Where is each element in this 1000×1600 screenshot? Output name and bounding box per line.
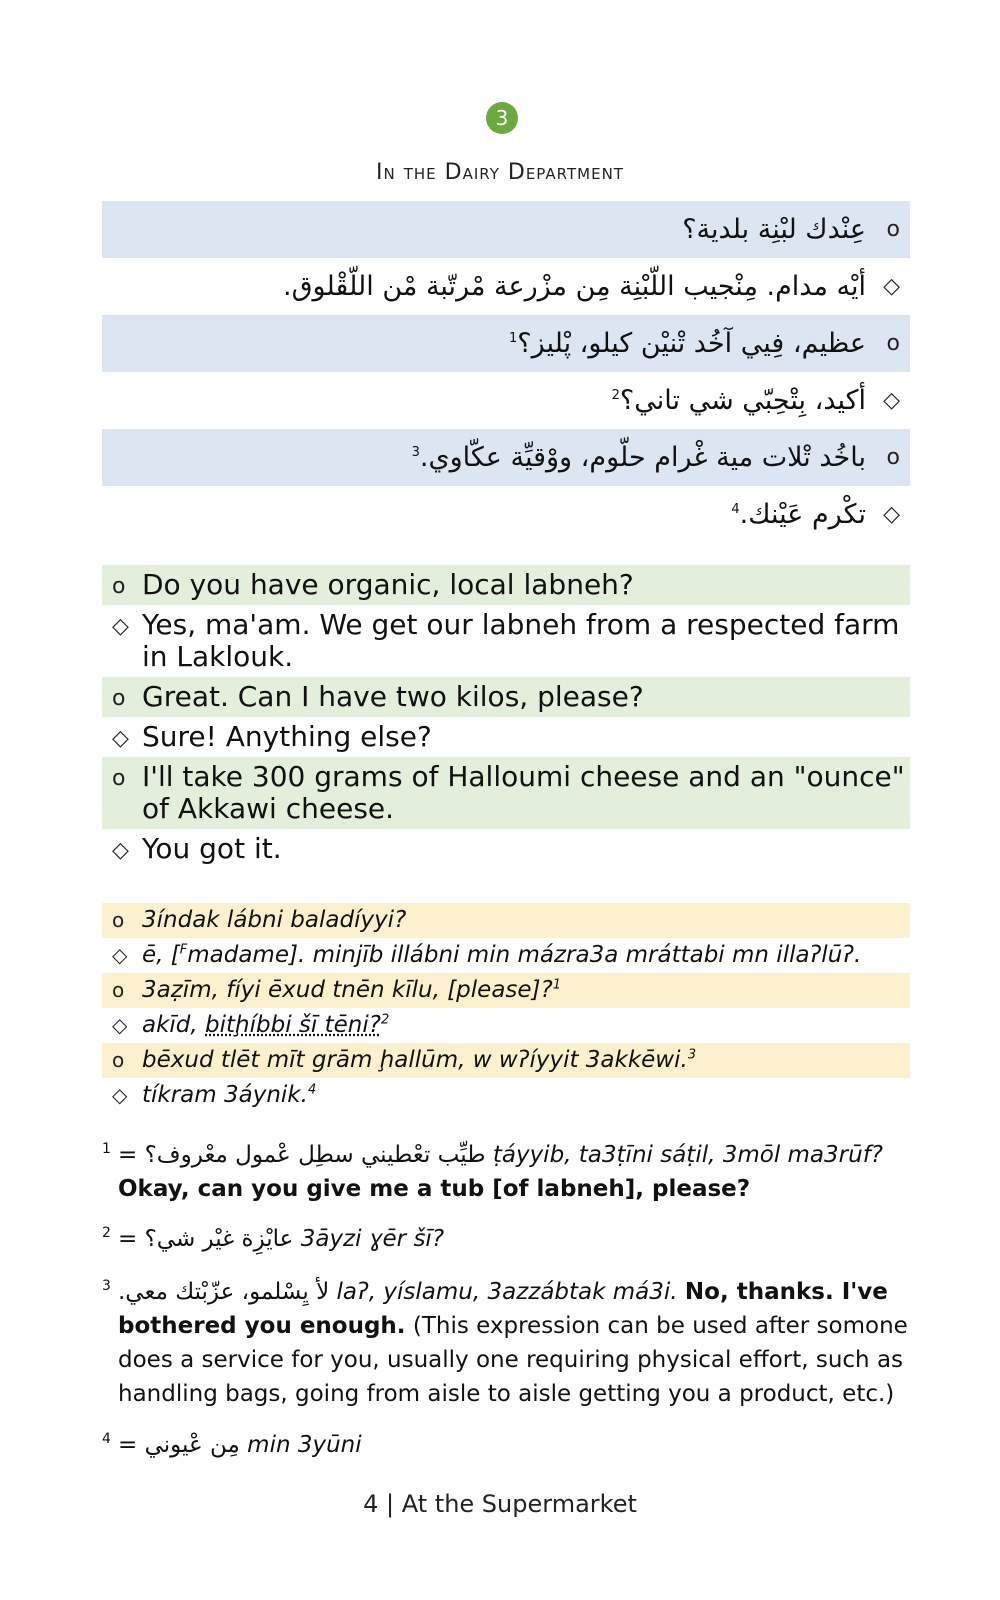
footnote-ref: 4	[307, 1082, 317, 1098]
speaker-a-marker: o	[886, 445, 900, 470]
speaker-b-marker: ◇	[112, 726, 129, 751]
footnote-equals: =	[118, 1142, 145, 1168]
translit-line-text: tíkram 3áynik.	[142, 1082, 308, 1108]
arabic-line	[102, 486, 910, 543]
translit-line-text: 3índak lábni baladíyyi?	[142, 907, 407, 933]
section-title: In the Dairy Department	[376, 160, 624, 185]
translit-line	[102, 1078, 910, 1113]
english-line	[102, 757, 910, 829]
arabic-dialogue	[102, 201, 910, 543]
arabic-line	[102, 315, 910, 372]
footnote-translation: No, thanks. I've bothered you enough.	[118, 1279, 888, 1339]
footnote-note: (This expression can be used after somone does a service for you, usually one requiring physical effort, such as handling bags, going from aisle to aisle getting you a product, etc.)	[118, 1313, 908, 1407]
english-line	[102, 829, 910, 869]
speaker-a-marker: o	[112, 574, 126, 599]
footnote-ref: 1	[508, 331, 518, 346]
footnote-arabic: لأ يِسْلمو، عزّبْتك معي.	[118, 1279, 330, 1305]
translit-line	[102, 1043, 910, 1078]
english-line-text: Do you have organic, local labneh?	[142, 568, 634, 601]
footnote-ref: 1	[552, 977, 562, 993]
translit-line	[102, 973, 910, 1008]
speaker-a-marker: o	[112, 978, 125, 1002]
footnote-ref: 4	[731, 502, 740, 517]
footnote-1	[102, 1138, 910, 1206]
footnote-equals: =	[118, 1226, 145, 1252]
english-line	[102, 605, 910, 677]
section-number-badge: 3	[486, 102, 518, 134]
english-line-text: Sure! Anything else?	[142, 720, 432, 753]
chapter-title: At the Supermarket	[401, 1490, 637, 1518]
footnote-translation: Okay, can you give me a tub [of labneh], please?	[118, 1176, 751, 1202]
footnote-number: 2	[102, 1225, 111, 1241]
arabic-line-text: عظيم، فِيي آخُد تْنيْن كيلو، پْليز؟	[517, 328, 866, 359]
speaker-a-marker: o	[112, 908, 125, 932]
translit-line	[102, 903, 910, 938]
footnote-ref: 3	[687, 1047, 697, 1063]
speaker-b-marker: ◇	[112, 1083, 128, 1107]
footnote-translit: min 3yūni	[247, 1432, 362, 1458]
english-line	[102, 677, 910, 717]
speaker-a-marker: o	[112, 1048, 125, 1072]
footnote-3	[102, 1275, 910, 1411]
footnote-translit: ṭáyyib, ta3ṭīni sáṭil, 3mōl ma3rūf?	[492, 1142, 884, 1168]
arabic-line-text: أيْه مدام. مِنْجيب اللّبْنِة مِن مزْرعة مْرتّبة مْن اللّقْلوق.	[283, 271, 866, 302]
footnote-translit: 3āyzi ɣēr šī?	[300, 1226, 445, 1252]
translit-line-text: madame]. minjīb illábni min mázra3a mráttabi mn illaʔlūʔ.	[187, 942, 862, 968]
translit-line-text: akīd,	[142, 1012, 206, 1038]
french-marker: F	[179, 942, 188, 958]
arabic-line	[102, 201, 910, 258]
speaker-b-marker: ◇	[883, 502, 900, 527]
english-line-text: Great. Can I have two kilos, please?	[142, 680, 644, 713]
english-line	[102, 565, 910, 605]
footnote-arabic: عايْزِة غيْر شي؟	[144, 1226, 294, 1252]
footnote-ref: 2	[380, 1012, 390, 1028]
transliteration-dialogue	[102, 903, 910, 1113]
translit-line	[102, 1008, 910, 1043]
footnote-equals: =	[118, 1432, 145, 1458]
footnote-4	[102, 1428, 910, 1462]
arabic-line	[102, 372, 910, 429]
arabic-line	[102, 258, 910, 315]
footnote-number: 3	[102, 1278, 111, 1294]
speaker-b-marker: ◇	[883, 388, 900, 413]
page-footer	[0, 1490, 1000, 1518]
footnote-number: 4	[102, 1431, 111, 1447]
footer-separator: |	[378, 1490, 402, 1518]
footnote-number: 1	[102, 1141, 111, 1157]
translit-line-text: bēxud tlēt mīt grām ḩallūm, w wʔíyyit 3akkēwi.	[142, 1047, 688, 1073]
footnote-2	[102, 1222, 910, 1256]
footnote-arabic: مِن عْيوني	[144, 1432, 240, 1458]
translit-line	[102, 938, 910, 973]
footnote-translit: laʔ, yíslamu, 3azzábtak má3i.	[336, 1279, 678, 1305]
english-dialogue	[102, 565, 910, 869]
footnote-arabic: طيِّب تعْطيني سطِل عْمول معْروف؟	[144, 1142, 486, 1168]
english-line	[102, 717, 910, 757]
speaker-a-marker: o	[112, 686, 126, 711]
footnote-ref: 3	[411, 445, 420, 460]
footnote-ref: 2	[611, 388, 620, 403]
speaker-b-marker: ◇	[112, 943, 128, 967]
arabic-line-text: أكيد، بِتْحِبّي شي تاني؟	[619, 385, 866, 416]
speaker-b-marker: ◇	[112, 1013, 128, 1037]
speaker-a-marker: o	[886, 331, 900, 356]
arabic-line-text: باخُد تْلات مية غْرام حلّوم، ووْقيِّة عكّاوي.	[419, 442, 866, 473]
speaker-a-marker: o	[112, 766, 126, 791]
english-line-text: Yes, ma'am. We get our labneh from a respected farm in Laklouk.	[142, 608, 900, 673]
speaker-a-marker: o	[886, 217, 900, 242]
english-line-text: I'll take 300 grams of Halloumi cheese and an "ounce" of Akkawi cheese.	[142, 760, 905, 825]
translit-line-text: 3aẓīm, fíyi ēxud tnēn kīlu, [please]?	[142, 977, 553, 1003]
arabic-line-text: تكْرم عَيْنك.	[739, 499, 866, 530]
speaker-b-marker: ◇	[112, 838, 129, 863]
arabic-line-text: عِنْدك لبْنِة بلدية؟	[682, 214, 866, 245]
translit-line-text: ē, [	[142, 942, 180, 968]
english-line-text: You got it.	[142, 832, 282, 865]
arabic-line	[102, 429, 910, 486]
speaker-b-marker: ◇	[112, 614, 129, 639]
speaker-b-marker: ◇	[883, 274, 900, 299]
footnoted-phrase: bitḩíbbi šī tēni?	[205, 1012, 381, 1038]
page-number: 4	[363, 1490, 379, 1518]
